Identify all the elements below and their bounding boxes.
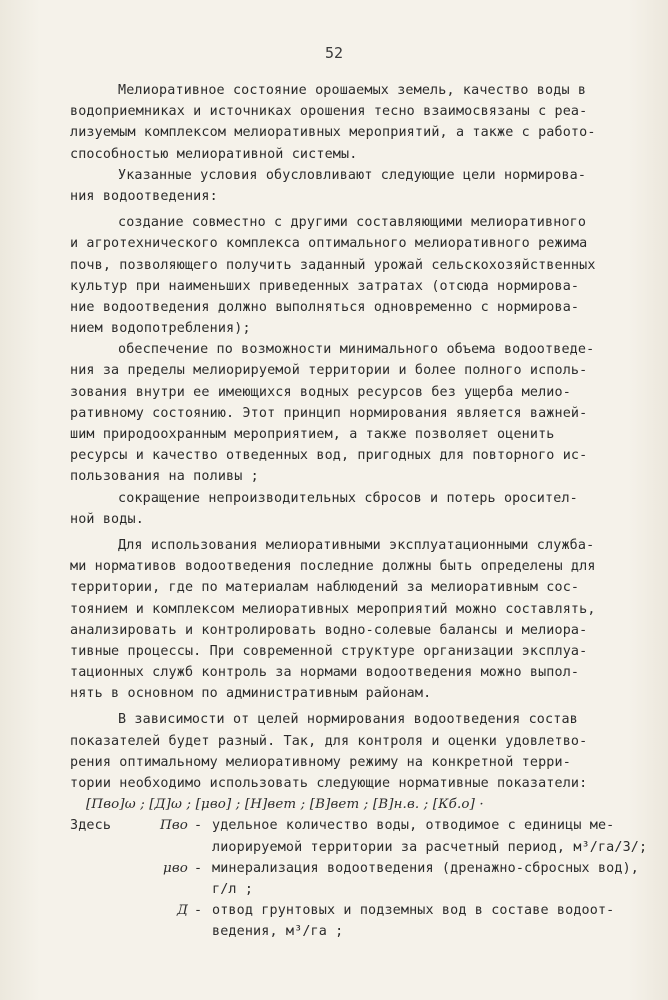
definition-symbol: μво [162, 860, 188, 876]
paragraph [70, 339, 640, 487]
text-line: нием водопотребления); [70, 321, 251, 337]
paragraph [70, 488, 640, 530]
text-line: ми нормативов водоотведения последние должны быть определены для [70, 559, 596, 575]
text-line: тоянием и комплексом мелиоративных мероприятий можно составлять, [70, 601, 596, 617]
text-line: Мелиоративное состояние орошаемых земель, качество воды в [118, 83, 587, 98]
text-line: сокращение непроизводительных сбросов и потерь оросител- [118, 490, 578, 506]
text-line: Для использования мелиоративными эксплуатационными служба- [118, 537, 595, 553]
paragraph [70, 80, 640, 165]
definition-item: Здесь Пво - удельное количество воды, отводимое с единицы ме- лиорируемой территории за расчетный период, м³/га/3/; [70, 815, 640, 857]
text-line: ративному состоянию. Этот принцип нормирования является важней- [70, 405, 588, 421]
text-line: ресурсы и качество отведенных вод, пригодных для повторного ис- [70, 448, 588, 464]
text-line: показателей будет разный. Так, для контроля и оценки удовлетво- [70, 733, 588, 749]
text-line: нять в основном по административным районам. [70, 686, 432, 702]
definition-text: лиорируемой территории за расчетный период, м³/га/3/; [212, 839, 648, 855]
definition-symbol: Д [176, 903, 188, 919]
paragraph [70, 535, 640, 705]
definition-item: μво - минерализация водоотведения (дренажно-сбросных вод), г/л ; [70, 858, 640, 900]
definition-symbol: Пво [160, 818, 188, 834]
text-line: обеспечение по возможности минимального объема водоотведе- [118, 342, 595, 358]
paragraph [70, 165, 640, 207]
text-line: лизуемым комплексом мелиоративных мероприятий, а также с работо- [70, 125, 596, 141]
text-line: водоприемниках и источниках орошения тесно взаимосвязаны с реа- [70, 104, 588, 120]
paragraph [70, 212, 640, 339]
text-line: Указанные условия обусловливают следующие цели нормирова- [118, 167, 587, 183]
text-line: почв, позволяющего получить заданный урожай сельскохозяйственных [70, 257, 596, 273]
paragraph [70, 709, 640, 794]
definition-text: минерализация водоотведения (дренажно-сбросных вод), [212, 860, 640, 876]
definition-label: Здесь [70, 818, 112, 834]
text-line: культур при наименьших приведенных затратах (отсюда нормирова- [70, 278, 580, 294]
text-line: тационных служб контроль за нормами водоотведения можно выпол- [70, 665, 580, 681]
text-line: ной воды. [70, 511, 144, 527]
text-line: и агротехнического комплекса оптимального мелиоративного режима [70, 236, 588, 252]
definition-text: удельное количество воды, отводимое с единицы ме- [212, 818, 615, 834]
definition-item: Д - отвод грунтовых и подземных вод в составе водоот- ведения, м³/га ; [70, 900, 640, 942]
text-line: способностью мелиоративной системы. [70, 146, 358, 162]
definition-text: ведения, м³/га ; [212, 924, 344, 940]
text-line: ние водоотведения должно выполняться одновременно с нормирова- [70, 299, 580, 315]
definition-text: отвод грунтовых и подземных вод в составе водоот- [212, 903, 615, 919]
normative-indicators-formula: [Пво]ω ; [Д]ω ; [μво] ; [Н]вет ; [В]вет ; [В]н.в. ; [Кб.о] · [86, 797, 484, 813]
text-line: рения оптимальному мелиоративному режиму на конкретной терри- [70, 754, 571, 770]
text-line: В зависимости от целей нормирования водоотведения состав [118, 712, 578, 728]
text-line: зования внутри ее имеющихся водных ресурсов без ущерба мелио- [70, 384, 571, 400]
text-line: создание совместно с другими составляющими мелиоративного [118, 215, 587, 231]
definition-text: г/л ; [212, 881, 254, 897]
text-line: пользования на поливы ; [70, 469, 259, 485]
text-line: ния за пределы мелиорируемой территории и более полного исполь- [70, 363, 588, 379]
text-line: ния водоотведения: [70, 188, 218, 204]
page-number: 52 [324, 44, 344, 62]
text-line: территории, где по материалам наблюдений за мелиоративным сос- [70, 580, 580, 596]
text-line: тории необходимо использовать следующие нормативные показатели: [70, 776, 588, 791]
text-line: тивные процессы. При современной структуре организации эксплуа- [70, 643, 588, 659]
text-line: шим природоохранным мероприятием, а также позволяет оценить [70, 427, 555, 442]
main-text [70, 80, 648, 943]
text-line: анализировать и контролировать водно-солевые балансы и мелиора- [70, 622, 588, 638]
